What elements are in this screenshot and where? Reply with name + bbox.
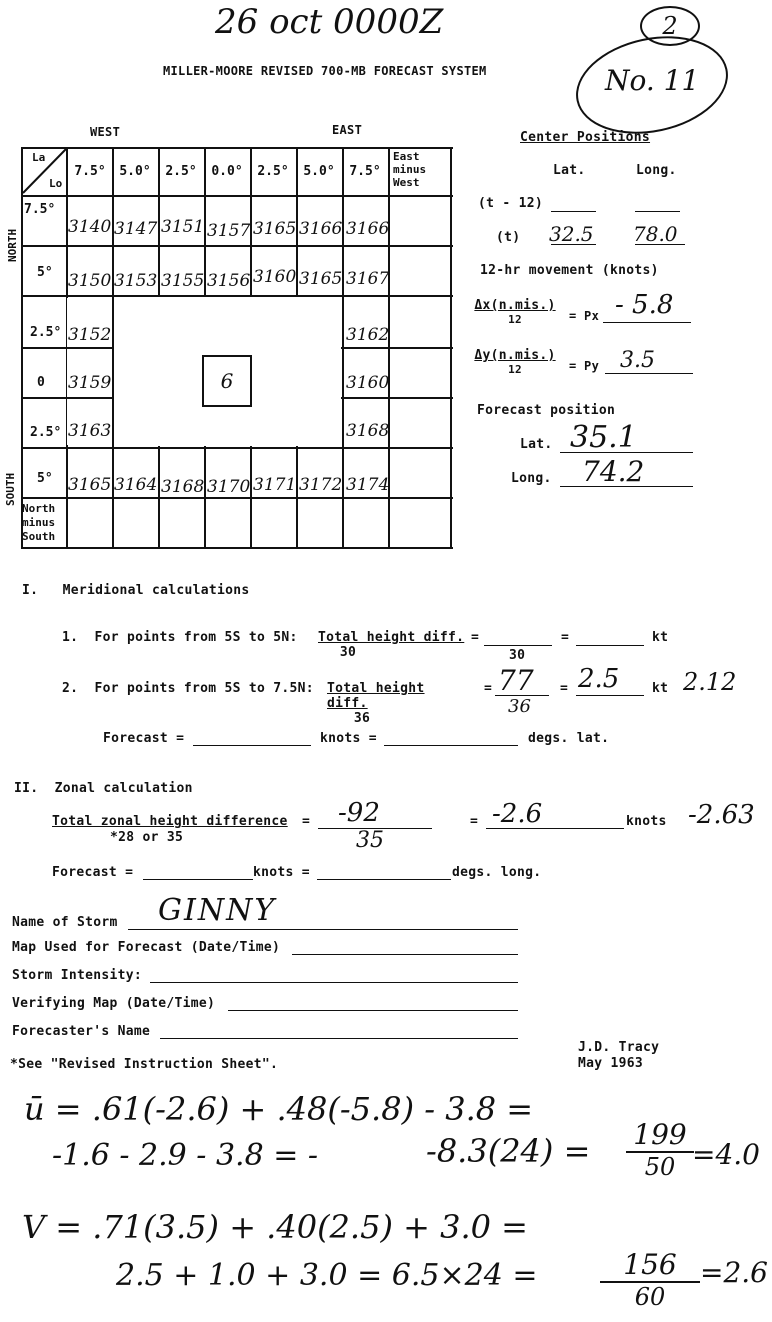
- meridional-knots-label: knots =: [320, 731, 377, 746]
- cell-s25-w75: 3163: [68, 421, 112, 441]
- zonal-num-hw: -92: [338, 798, 380, 828]
- px-label: = Px: [569, 309, 600, 323]
- t-long-field: [635, 244, 685, 245]
- meridional-forecast-label: Forecast =: [103, 731, 185, 746]
- item2-kt: kt: [652, 681, 669, 696]
- zonal-forecast-field[interactable]: [143, 879, 253, 880]
- eq-u-line2: -1.6 - 2.9 - 3.8 = -: [52, 1138, 319, 1173]
- px-field[interactable]: [603, 322, 691, 323]
- col-header-w75: 7.5°: [74, 164, 106, 179]
- map-used-label: Map Used for Forecast (Date/Time): [12, 940, 281, 955]
- dx-fraction: [470, 298, 560, 326]
- author-date: May 1963: [578, 1056, 644, 1071]
- t-minus-12-long-field[interactable]: [635, 211, 680, 212]
- dy-den: 12: [508, 363, 522, 376]
- forecaster-name-field[interactable]: [160, 1038, 518, 1039]
- cell-n75-e75: 3166: [346, 219, 390, 239]
- row-label-s5: 5°: [37, 471, 53, 486]
- py-field[interactable]: [605, 373, 693, 374]
- corner-lo: Lo: [49, 177, 63, 190]
- verifying-map-label: Verifying Map (Date/Time): [12, 996, 216, 1011]
- center-box: [202, 355, 252, 407]
- movement-label: 12-hr movement (knots): [480, 263, 659, 278]
- col-header-w25: 2.5°: [165, 164, 197, 179]
- eq-u-line2b: -8.3(24) =: [426, 1132, 591, 1170]
- fc-lat-field[interactable]: [560, 452, 693, 453]
- storm-intensity-field[interactable]: [150, 982, 518, 983]
- name-of-storm-field[interactable]: [128, 929, 518, 930]
- name-of-storm-label: Name of Storm: [12, 915, 118, 930]
- eq-u-line1: ū = .61(-2.6) + .48(-5.8) - 3.8 =: [24, 1090, 534, 1128]
- fc-lat-label: Lat.: [520, 437, 553, 452]
- item1-num-field[interactable]: [484, 645, 552, 646]
- south-label: SOUTH: [4, 472, 17, 506]
- zonal-knots-label: knots =: [253, 865, 310, 880]
- eq-v-frac-num: 156: [600, 1248, 700, 1283]
- t-lat-field: [551, 244, 596, 245]
- meridional-item2-label: 2. For points from 5S to 7.5N:: [62, 681, 314, 696]
- eq-v-result: =2.6: [700, 1256, 768, 1289]
- fc-long-value: 74.2: [582, 455, 645, 488]
- zonal-result-field: [486, 828, 624, 829]
- eq-u-result: =4.0: [692, 1138, 760, 1171]
- zonal-heading: II. Zonal calculation: [14, 781, 193, 796]
- east-label: EAST: [332, 123, 363, 137]
- height-grid: [21, 147, 453, 549]
- row-label-north-minus-south: North minus South: [22, 502, 56, 543]
- eq-v-line1: V = .71(3.5) + .40(2.5) + 3.0 =: [22, 1208, 528, 1246]
- handwritten-date: 26 oct 0000Z: [215, 2, 444, 42]
- row-label-n75: 7.5°: [24, 202, 56, 217]
- item1-den: 30: [339, 645, 357, 660]
- meridional-item1-label: 1. For points from 5S to 5N:: [62, 630, 298, 645]
- col-header-east-minus-west: East minus West: [393, 150, 427, 189]
- cell-s5-00: 3170: [207, 477, 251, 497]
- item1-result-field[interactable]: [576, 645, 644, 646]
- col-header-e75: 7.5°: [349, 164, 381, 179]
- storm-number: No. 11: [605, 64, 700, 97]
- dx-den: 12: [508, 313, 522, 326]
- item2-num-hw: 77: [498, 664, 534, 697]
- cell-n25-w75: 3152: [68, 325, 112, 345]
- dy-fraction: [470, 348, 560, 376]
- col-header-w50: 5.0°: [119, 164, 151, 179]
- eq-v-fraction: [600, 1248, 700, 1311]
- fc-long-label: Long.: [511, 471, 552, 486]
- cell-n5-e75: 3167: [346, 269, 390, 289]
- cell-n75-w25: 3151: [161, 217, 205, 237]
- zonal-forecast-label: Forecast =: [52, 865, 134, 880]
- cell-s5-e25: 3171: [253, 475, 297, 495]
- eq-u-frac-den: 50: [644, 1153, 676, 1181]
- cell-n25-e75: 3162: [346, 325, 390, 345]
- py-label: = Py: [569, 359, 600, 373]
- fc-lat-value: 35.1: [570, 420, 637, 455]
- cell-s5-w50: 3164: [114, 475, 158, 495]
- cell-s5-e75: 3174: [346, 475, 390, 495]
- eq-v-line2: 2.5 + 1.0 + 3.0 = 6.5×24 =: [116, 1258, 538, 1293]
- eq-u-fraction: [626, 1118, 694, 1181]
- py-value: 3.5: [620, 348, 655, 373]
- item1-numerator: Total height diff.: [318, 630, 465, 645]
- zonal-result-hw: -2.6: [492, 799, 543, 829]
- dx-label: Δx(n.mis.): [474, 298, 556, 313]
- item2-side-note: 2.12: [683, 668, 737, 696]
- cell-n5-w75: 3150: [68, 271, 112, 291]
- forecaster-name-label: Forecaster's Name: [12, 1024, 151, 1039]
- meridional-heading: I. Meridional calculations: [22, 583, 250, 598]
- item2-result: 2.5: [578, 664, 620, 694]
- item1-eq: =: [471, 630, 480, 645]
- t-label: (t): [496, 230, 521, 245]
- cell-s5-w25: 3168: [161, 477, 205, 497]
- t-minus-12-lat-field[interactable]: [551, 211, 596, 212]
- zonal-knots: knots: [626, 814, 667, 829]
- forecast-position-label: Forecast position: [477, 403, 616, 418]
- cell-n75-w50: 3147: [114, 219, 158, 239]
- page-number: 2: [662, 12, 678, 40]
- item2-result-field: [576, 695, 644, 696]
- col-header-00: 0.0°: [211, 164, 243, 179]
- cell-n75-e25: 3165: [253, 219, 297, 239]
- zonal-label: Total zonal height difference: [52, 814, 288, 829]
- cell-s5-e50: 3172: [299, 475, 343, 495]
- fc-long-field[interactable]: [560, 486, 693, 487]
- meridional-degs-field[interactable]: [384, 745, 518, 746]
- cell-n5-w25: 3155: [161, 271, 205, 291]
- corner-la: La: [32, 151, 46, 164]
- cell-s5-w75: 3165: [68, 475, 112, 495]
- zonal-den-note: *28 or 35: [110, 830, 184, 845]
- map-used-field[interactable]: [292, 954, 518, 955]
- t-lat-value: 32.5: [549, 222, 594, 246]
- row-label-0: 0: [37, 375, 45, 390]
- item1-fraction: [318, 630, 466, 660]
- degs-lat-label: degs. lat.: [528, 731, 610, 746]
- zonal-den-hw: 35: [356, 828, 384, 853]
- t-minus-12-label: (t - 12): [478, 196, 544, 211]
- north-label: NORTH: [6, 228, 19, 262]
- col-header-e25: 2.5°: [257, 164, 289, 179]
- cell-n75-e50: 3166: [299, 219, 343, 239]
- col-header-e50: 5.0°: [303, 164, 335, 179]
- cell-n75-w75: 3140: [68, 217, 112, 237]
- row-label-s25: 2.5°: [30, 425, 62, 440]
- storm-name-hw: GINNY: [158, 893, 277, 928]
- row-label-n25: 2.5°: [30, 325, 62, 340]
- cell-n5-w50: 3153: [114, 271, 158, 291]
- row-label-n5: 5°: [37, 265, 53, 280]
- cp-lat-label: Lat.: [553, 163, 586, 178]
- author: J.D. Tracy: [578, 1040, 660, 1055]
- item2-numerator: Total height diff.: [327, 681, 425, 711]
- item2-den2: 36: [508, 696, 531, 717]
- zonal-degs-field[interactable]: [317, 879, 451, 880]
- west-label: WEST: [90, 125, 121, 139]
- zonal-side-note: -2.63: [688, 800, 755, 830]
- cell-n5-e50: 3165: [299, 269, 343, 289]
- degs-long-label: degs. long.: [452, 865, 542, 880]
- meridional-forecast-field[interactable]: [193, 745, 311, 746]
- dy-label: Δy(n.mis.): [474, 348, 556, 363]
- item1-kt: kt: [652, 630, 669, 645]
- item1-den2: 30: [509, 648, 526, 663]
- cell-n5-e25: 3160: [253, 267, 297, 287]
- item2-den: 36: [353, 711, 371, 726]
- center-mark: 6: [220, 369, 234, 393]
- t-long-value: 78.0: [633, 222, 678, 246]
- cell-0-w75: 3159: [68, 373, 112, 393]
- cell-n5-00: 3156: [207, 271, 251, 291]
- instruction-note: *See "Revised Instruction Sheet".: [10, 1057, 279, 1072]
- verifying-map-field[interactable]: [228, 1010, 518, 1011]
- cell-s25-e75: 3168: [346, 421, 390, 441]
- form-title: MILLER-MOORE REVISED 700-MB FORECAST SYSTEM: [163, 64, 487, 78]
- cell-n75-00: 3157: [207, 221, 251, 241]
- px-value: - 5.8: [615, 290, 674, 320]
- storm-intensity-label: Storm Intensity:: [12, 968, 143, 983]
- item2-fraction: [327, 681, 469, 726]
- eq-v-frac-den: 60: [634, 1283, 666, 1311]
- center-positions-heading: Center Positions: [520, 130, 651, 145]
- eq-u-frac-num: 199: [626, 1118, 694, 1153]
- cell-0-e75: 3160: [346, 373, 390, 393]
- cp-long-label: Long.: [636, 163, 677, 178]
